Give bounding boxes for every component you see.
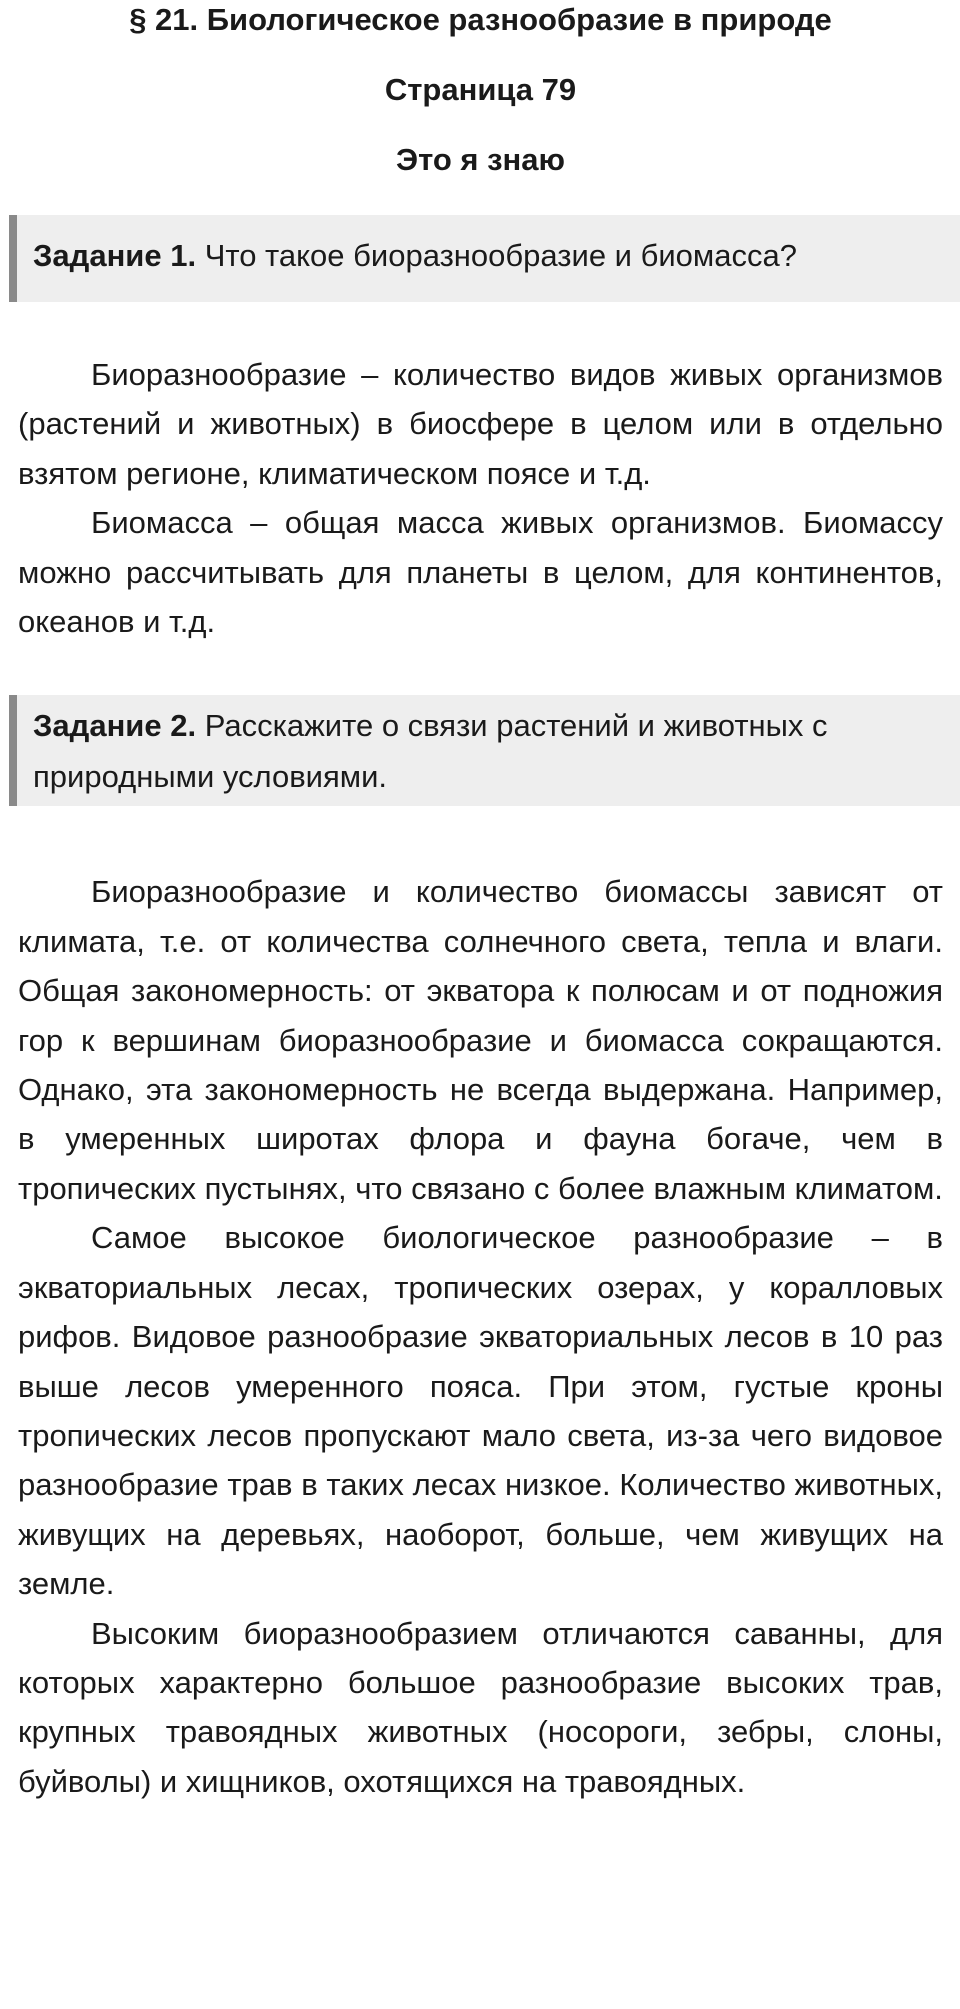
section-title: § 21. Биологическое разнообразие в природе	[129, 2, 832, 37]
subsection-title: Это я знаю	[396, 142, 565, 177]
task-1-answer-paragraph-2: Биомасса – общая масса живых организмов. Биомассу можно рассчитывать для планеты в целом, для континентов, океанов и т.д.	[18, 505, 943, 640]
task-2-answer-paragraph-3: Высоким биоразнообразием отличаются саванны, для которых характерно большое разнообразие высоких трав, крупных травоядных животных (носороги, зебры, слоны, буйволы) и хищников, охотящихся на травоядных.	[18, 1615, 943, 1799]
task-2-question-box	[9, 695, 960, 806]
task-1-answer	[18, 350, 943, 646]
task-2-label: Задание 2.	[33, 708, 197, 744]
task-2-answer-paragraph-2: Самое высокое биологическое разнообразие – в экваториальных лесах, тропических озерах, у коралловых рифов. Видовое разнообразие экваториальных лесов в 10 раз выше лесов умеренного пояса. При этом, густые кроны тропических лесов пропускают мало света, из-за чего видовое разнообразие трав в таких лесах низкое. Количество животных, живущих на деревьях, наоборот, больше, чем живущих на земле.	[18, 1220, 943, 1602]
task-2-answer	[18, 867, 943, 1806]
task-1-question: Что такое биоразнообразие и биомасса?	[196, 238, 797, 273]
task-1-question-box	[9, 215, 960, 302]
task-2-question: Расскажите о связи растений и животных с природными условиями.	[33, 708, 828, 795]
task-1-answer-paragraph-1: Биоразнообразие – количество видов живых организмов (растений и животных) в биосфере в целом или в отдельно взятом регионе, климатическом поясе и т.д.	[18, 357, 943, 491]
task-2-answer-paragraph-1: Биоразнообразие и количество биомассы зависят от климата, т.е. от количества солнечного света, тепла и влаги. Общая закономерность: от экватора к полюсам и от подножия гор к вершинам биоразнообразие и биомасса сокращаются. Однако, эта закономерность не всегда выдержана. Например, в умеренных широтах флора и фауна богаче, чем в тропических пустынях, что связано с более влажным климатом.	[18, 874, 943, 1206]
page-label: Страница 79	[384, 72, 577, 107]
task-1-label: Задание 1.	[33, 238, 197, 273]
